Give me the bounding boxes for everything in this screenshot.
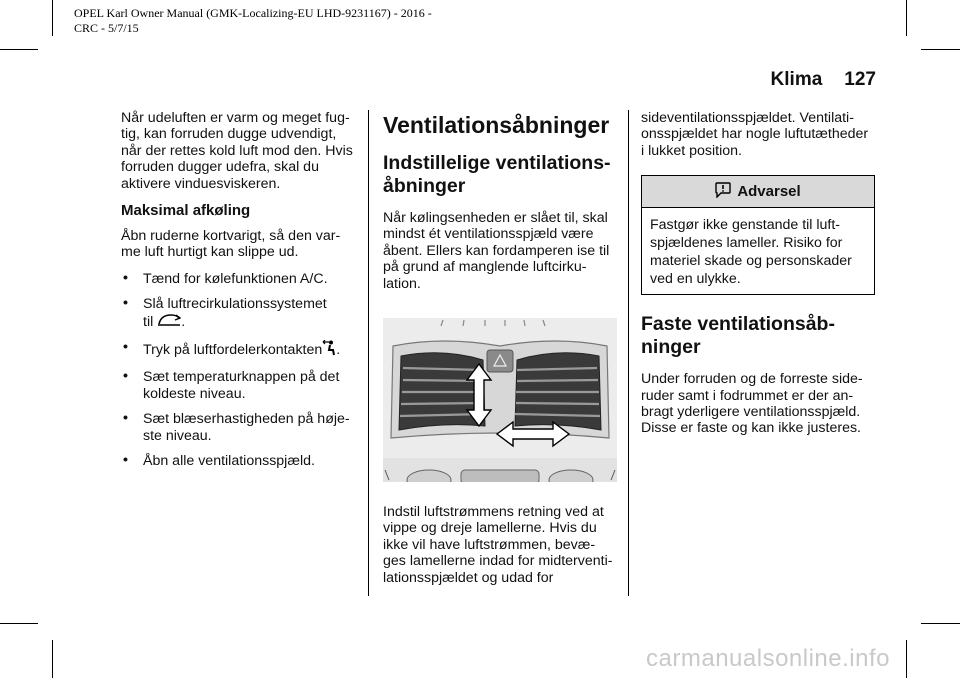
warning-title: Advarsel <box>737 182 801 200</box>
bullet: • <box>123 269 128 286</box>
running-header <box>771 69 876 91</box>
print-header-line1: OPEL Karl Owner Manual (GMK-Localizing-EU LHD-9231167) - 2016 - <box>74 6 432 20</box>
column-2 <box>383 112 615 596</box>
air-distribution-icon <box>322 340 336 360</box>
list-item-text: Tryk på luftfordelerkontakten <box>143 342 323 359</box>
crop-mark <box>921 49 960 50</box>
crop-mark <box>906 0 907 36</box>
watermark: carmanualsonline.info <box>646 645 890 672</box>
column-divider <box>628 110 629 596</box>
warning-text: Fastgør ikke genstande til luft-spjældenes lameller. Risiko for materiel skade og personskader ved en ulykke. <box>650 217 852 288</box>
recirculation-icon <box>157 313 181 331</box>
warning-icon <box>715 182 737 202</box>
bullet: • <box>123 452 128 469</box>
fixed-vents-paragraph: Under forruden og de forreste side-ruder samt i fodrummet er der an-bragt yderligere ventilationsspjæld. Disse er faste og kan ikke justeres. <box>641 371 863 437</box>
adjustable-vents-heading: Indstillelige ventilations-åbninger <box>383 152 611 197</box>
continued-paragraph: sideventilationsspjældet. Ventilati-onsspjældet har nogle luftutætheder i lukket position. <box>641 110 869 159</box>
list-item-text: Sæt blæserhastigheden på høje-ste niveau. <box>143 411 350 444</box>
list-item-text: Slå luftrecirkulationssystemet <box>143 296 327 313</box>
crop-mark <box>52 0 53 36</box>
max-cooling-heading: Maksimal afkøling <box>121 202 251 220</box>
list-item-text: Åbn alle ventilationsspjæld. <box>143 453 315 470</box>
direction-paragraph: Indstil luftstrømmens retning ved at vippe og dreje lamellerne. Hvis du ikke vil have luftstrømmen, bevæ-ges lamellerne indad for midterventi-lationsspjældet og udad for <box>383 504 613 586</box>
max-cooling-list <box>121 271 353 470</box>
column-3 <box>641 110 875 447</box>
fixed-vents-heading: Faste ventilationsåb-ninger <box>641 313 835 359</box>
crop-mark <box>0 623 38 624</box>
adjustable-vents-paragraph: Når kølingsenheden er slået til, skal mindst ét ventilationsspjæld være åbent. Ellers kan fordamperen ise til på grund af manglende luftcirku-lation. <box>383 210 610 292</box>
list-item-text: Sæt temperaturknappen på det koldeste niveau. <box>143 369 340 402</box>
list-item <box>121 453 353 469</box>
crop-mark <box>52 640 53 678</box>
column-divider <box>368 110 369 596</box>
list-item <box>121 369 353 402</box>
page-number: 127 <box>844 69 876 90</box>
crop-mark <box>921 623 960 624</box>
bullet: • <box>123 368 128 385</box>
punctuation: . <box>336 342 341 359</box>
list-item <box>121 296 353 331</box>
max-cooling-paragraph: Åbn ruderne kortvarigt, så den var-me luft hurtigt kan slippe ud. <box>121 228 341 261</box>
page-title: Ventilationsåbninger <box>383 112 610 138</box>
print-header-line2: CRC - 5/7/15 <box>74 21 139 35</box>
crop-mark <box>0 49 38 50</box>
warning-box <box>641 175 875 295</box>
bullet: • <box>123 410 128 427</box>
section-title: Klima <box>770 69 823 90</box>
print-header <box>74 6 432 36</box>
bullet: • <box>123 295 128 312</box>
list-item <box>121 411 353 444</box>
intro-paragraph: Når udeluften er varm og meget fug-tig, kan forruden dugge udvendigt, når der rettes kold luft mod den. Hvis forruden dugger udefra, skal du aktivere vinduesviskeren. <box>121 110 353 192</box>
warning-header <box>642 176 874 208</box>
column-1 <box>121 110 353 479</box>
vent-illustration <box>383 318 617 482</box>
list-item-text: til <box>143 313 154 330</box>
list-item-text: Tænd for kølefunktionen A/C. <box>143 270 328 287</box>
list-item <box>121 271 353 287</box>
bullet: • <box>123 339 128 356</box>
crop-mark <box>906 640 907 678</box>
list-item <box>121 340 353 360</box>
punctuation: . <box>181 313 186 330</box>
